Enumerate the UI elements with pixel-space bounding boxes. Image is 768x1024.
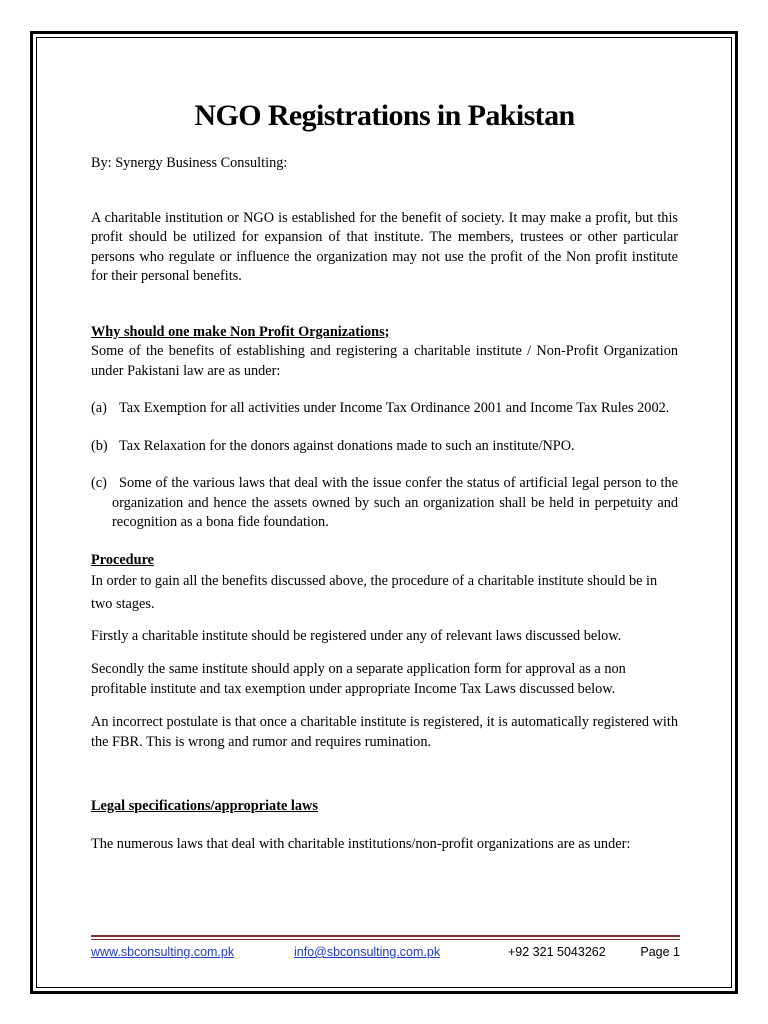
procedure-section xyxy=(91,551,678,753)
list-item-tag: (b) xyxy=(91,437,108,454)
byline: By: Synergy Business Consulting: xyxy=(91,155,288,171)
why-paragraph: Some of the benefits of establishing and registering a charitable institute / Non-Profit Organization under Pakistani law are as under: xyxy=(91,343,678,379)
legal-paragraph: The numerous laws that deal with charitable institutions/non-profit organizations are as under: xyxy=(91,836,631,852)
list-item xyxy=(91,437,678,457)
website-link[interactable]: www.sbconsulting.com.pk xyxy=(91,945,235,959)
list-item-tag: (a) xyxy=(91,400,107,416)
legal-section xyxy=(91,797,678,855)
procedure-paragraph-1: In order to gain all the benefits discussed above, the procedure of a charitable institute should be in two stages. xyxy=(91,573,658,612)
phone-number: +92 321 5043262 xyxy=(508,945,606,959)
procedure-paragraph-2: Firstly a charitable institute should be registered under any of relevant laws discussed below. xyxy=(91,628,622,644)
email-link[interactable]: info@sbconsulting.com.pk xyxy=(294,945,441,959)
list-item-text: Tax Relaxation for the donors against donations made to such an institute/NPO. xyxy=(119,437,575,454)
footer-rule-thick xyxy=(91,935,680,937)
page-footer xyxy=(91,944,680,960)
document-title: NGO Registrations in Pakistan xyxy=(194,99,575,132)
list-item-text: Some of the various laws that deal with the issue confer the status of artificial legal person to the organization and hence the assets owned by such an organization shall be held in perpetuity and recognition as a bona fide foundation. xyxy=(112,475,678,530)
procedure-paragraph-4: An incorrect postulate is that once a charitable institute is registered, it is automatically registered with the FBR. This is wrong and rumor and requires rumination. xyxy=(91,713,678,750)
list-item xyxy=(91,474,678,533)
list-item-text: Tax Exemption for all activities under Income Tax Ordinance 2001 and Income Tax Rules 2002. xyxy=(119,400,670,416)
procedure-heading: Procedure xyxy=(91,551,154,568)
list-item xyxy=(91,399,678,419)
procedure-paragraph-3: Secondly the same institute should apply on a separate application form for approval as a non profitable institute and tax exemption under appropriate Income Tax Laws discussed below. xyxy=(91,660,626,697)
benefits-list xyxy=(91,399,678,533)
intro-paragraph: A charitable institution or NGO is established for the benefit of society. It may make a profit, but this profit should be utilized for expansion of that institute. The members, trustees or other particular persons who regulate or influence the organization may not use the profit of the Non profit institute for their personal benefits. xyxy=(91,209,678,284)
why-section xyxy=(91,323,678,533)
list-item-tag: (c) xyxy=(91,475,107,491)
legal-heading: Legal specifications/appropriate laws xyxy=(91,797,318,814)
why-heading: Why should one make Non Profit Organizations; xyxy=(91,323,390,340)
document-body xyxy=(91,96,678,855)
footer-rule-thin xyxy=(91,939,680,940)
page-number: Page 1 xyxy=(640,945,680,959)
